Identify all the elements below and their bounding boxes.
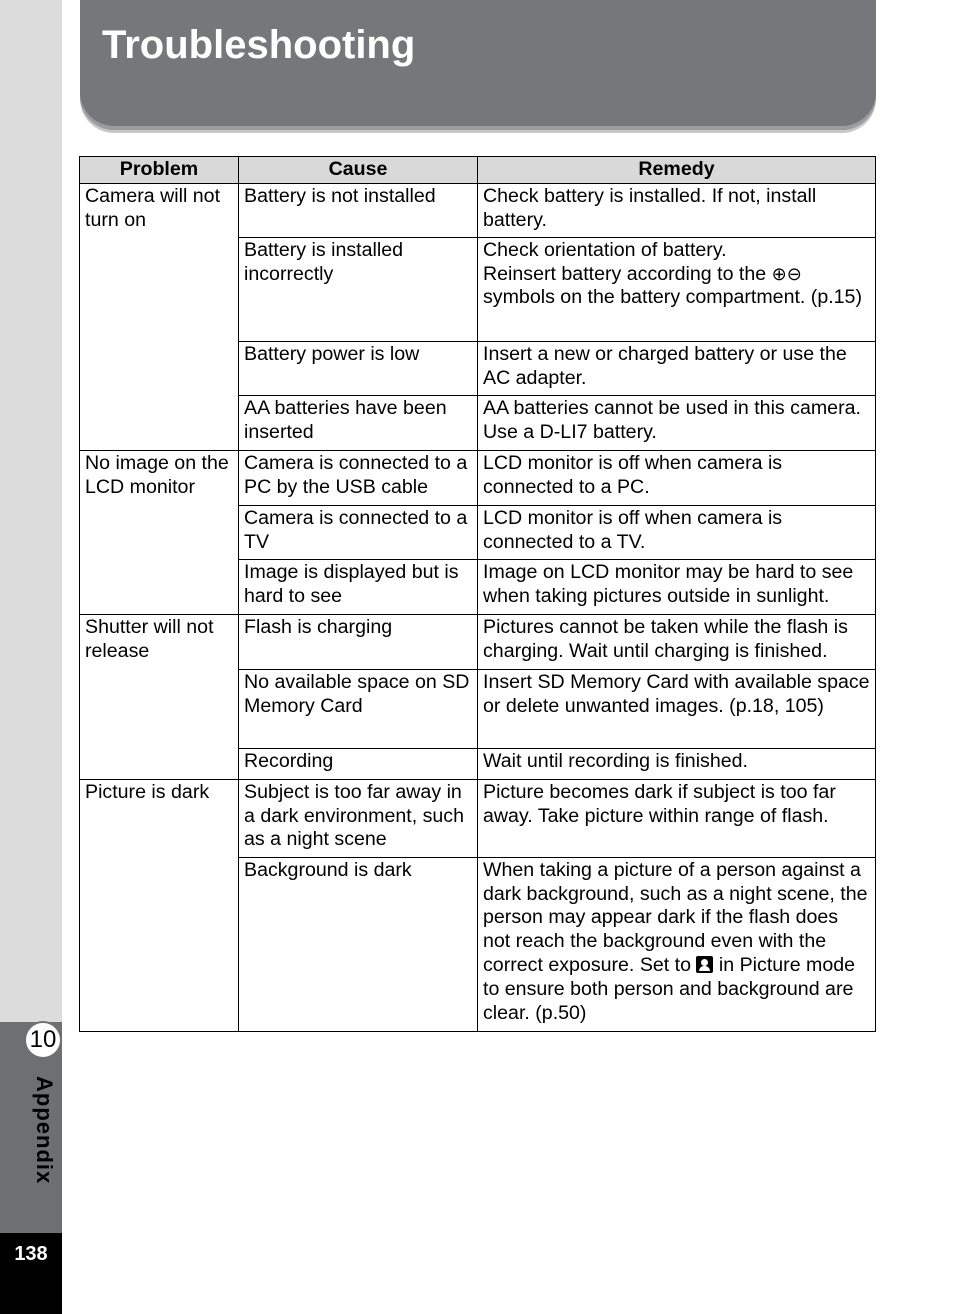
table-row <box>80 183 876 237</box>
cause-cell: Battery is not installed <box>239 183 478 237</box>
remedy-cell: Check battery is installed. If not, install battery. <box>478 183 876 237</box>
remedy-text: in Picture mode to ensure both person and background are clear. (p.50) <box>483 953 856 1024</box>
header-cause: Cause <box>239 157 478 184</box>
cause-cell: Image is displayed but is hard to see <box>239 559 478 614</box>
remedy-cell: Pictures cannot be taken while the flash is charging. Wait until charging is finished. <box>478 614 876 669</box>
problem-cell: Shutter will not release <box>80 614 239 779</box>
remedy-cell: Image on LCD monitor may be hard to see when taking pictures outside in sunlight. <box>478 559 876 614</box>
page-title: Troubleshooting <box>102 23 416 67</box>
remedy-text: When taking a picture of a person against a dark background, such as a night scene, the person may appear dark if the flash does not reach the background even with the correct exposure. Set to <box>483 858 868 976</box>
remedy-line: Check orientation of battery. <box>483 238 727 261</box>
troubleshooting-table <box>79 156 876 1032</box>
table-row <box>80 614 876 669</box>
cause-cell: Battery is installed incorrectly <box>239 237 478 341</box>
remedy-line: symbols on the battery compartment. (p.15) <box>483 286 862 309</box>
cause-cell: Camera is connected to a PC by the USB cable <box>239 450 478 505</box>
remedy-cell: LCD monitor is off when camera is connected to a TV. <box>478 505 876 559</box>
table-row <box>80 779 876 857</box>
remedy-cell <box>478 857 876 1031</box>
table-header-row <box>80 157 876 184</box>
cause-cell: Recording <box>239 748 478 779</box>
cause-cell: No available space on SD Memory Card <box>239 669 478 748</box>
remedy-cell: Picture becomes dark if subject is too far away. Take picture within range of flash. <box>478 779 876 857</box>
problem-cell: Camera will not turn on <box>80 183 239 450</box>
table-row <box>80 450 876 505</box>
header-problem: Problem <box>80 157 239 184</box>
chapter-number-badge: 10 <box>24 1021 62 1059</box>
cause-cell: Camera is connected to a TV <box>239 505 478 559</box>
polarity-symbols-icon: ⊕⊖ <box>771 263 802 284</box>
cause-cell: Background is dark <box>239 857 478 1031</box>
remedy-cell: Insert SD Memory Card with available space or delete unwanted images. (p.18, 105) <box>478 669 876 748</box>
remedy-cell <box>478 237 876 341</box>
remedy-cell: AA batteries cannot be used in this camera. Use a D-LI7 battery. <box>478 395 876 450</box>
header-remedy: Remedy <box>478 157 876 184</box>
problem-cell: Picture is dark <box>80 779 239 1031</box>
remedy-cell: Insert a new or charged battery or use the AC adapter. <box>478 341 876 395</box>
remedy-cell: LCD monitor is off when camera is connected to a PC. <box>478 450 876 505</box>
remedy-cell: Wait until recording is finished. <box>478 748 876 779</box>
night-scene-portrait-icon <box>696 956 713 973</box>
chapter-label: Appendix <box>32 1076 57 1185</box>
remedy-line: Reinsert battery according to the <box>483 262 767 285</box>
problem-cell: No image on the LCD monitor <box>80 450 239 614</box>
cause-cell: AA batteries have been inserted <box>239 395 478 450</box>
cause-cell: Subject is too far away in a dark environment, such as a night scene <box>239 779 478 857</box>
page-number: 138 <box>14 1243 48 1265</box>
cause-cell: Flash is charging <box>239 614 478 669</box>
cause-cell: Battery power is low <box>239 341 478 395</box>
